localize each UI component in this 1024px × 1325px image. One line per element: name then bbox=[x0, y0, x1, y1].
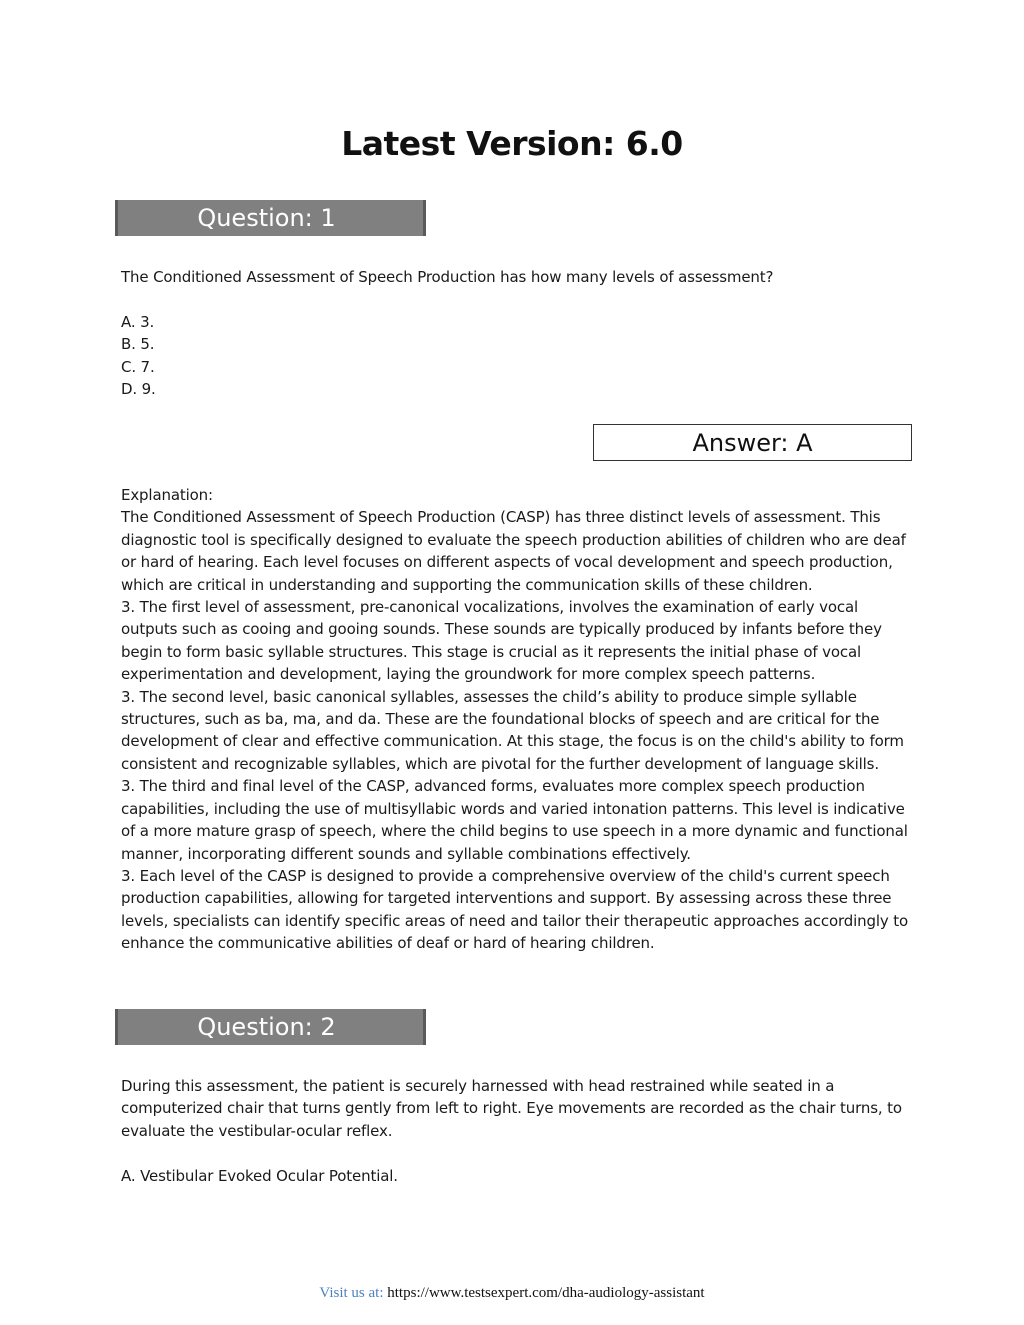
answer-box: Answer: A bbox=[593, 424, 912, 461]
question-2-text bbox=[121, 1075, 911, 1142]
option-a: A. Vestibular Evoked Ocular Potential. bbox=[121, 1167, 398, 1185]
footer-visit-label: Visit us at: bbox=[319, 1285, 384, 1301]
question-2-options bbox=[121, 1165, 911, 1187]
explanation-paragraph-2: 3. The first level of assessment, pre-canonical vocalizations, involves the examination of early vocal outputs such as cooing and gooing sounds. These sounds are typically produced by infants before they begin to form basic syllable structures. This stage is crucial as it represents the initial phase of vocal experimentation and development, laying the groundwork for more complex speech patterns. bbox=[121, 598, 882, 684]
option-a: A. 3. bbox=[121, 313, 155, 331]
question-1-prompt: The Conditioned Assessment of Speech Production has how many levels of assessment? bbox=[121, 268, 774, 286]
explanation-paragraph-5: 3. Each level of the CASP is designed to provide a comprehensive overview of the child's current speech production capabilities, allowing for targeted interventions and support. By assessing across these three levels, specialists can identify specific areas of need and tailor their therapeutic approaches accordingly to enhance the communicative abilities of deaf or hard of hearing children. bbox=[121, 866, 908, 953]
question-1-options bbox=[121, 311, 911, 401]
explanation bbox=[121, 484, 911, 955]
footer-link[interactable]: https://www.testsexpert.com/dha-audiology-assistant bbox=[387, 1285, 705, 1301]
question-1-header-label: Question: 1 bbox=[197, 204, 336, 232]
option-c: C. 7. bbox=[121, 357, 155, 376]
explanation-label: Explanation: bbox=[121, 486, 213, 504]
explanation-paragraph-3: 3. The second level, basic canonical syllables, assesses the child’s ability to produce simple syllable structures, such as ba, ma, and da. These are the foundational blocks of speech and are critical for the development of clear and effective communication. At this stage, the focus is on the child's ability to form consistent and recognizable syllables, which are pivotal for the further development of language skills. bbox=[121, 687, 904, 773]
question-1-header bbox=[115, 200, 426, 236]
question-2-header-label: Question: 2 bbox=[197, 1013, 336, 1041]
question-1-text bbox=[121, 266, 911, 288]
option-b: B. 5. bbox=[121, 335, 155, 354]
page-title: Latest Version: 6.0 bbox=[341, 124, 683, 163]
question-2-header bbox=[115, 1009, 426, 1045]
explanation-paragraph-1: The Conditioned Assessment of Speech Production (CASP) has three distinct levels of assessment. This diagnostic tool is specifically designed to evaluate the speech production abilities of children who are deaf or hard of hearing. Each level focuses on different aspects of vocal development and speech production, which are critical in understanding and supporting the communication skills of these children. bbox=[121, 508, 906, 594]
option-d: D. 9. bbox=[121, 380, 156, 399]
question-2-prompt: During this assessment, the patient is securely harnessed with head restrained while seated in a computerized chair that turns gently from left to right. Eye movements are recorded as the chair turns, to evaluate the vestibular-ocular reflex. bbox=[121, 1077, 902, 1140]
footer bbox=[0, 1285, 1024, 1302]
explanation-paragraph-4: 3. The third and final level of the CASP, advanced forms, evaluates more complex speech production capabilities, including the use of multisyllabic words and varied intonation patterns. This level is indicative of a more mature grasp of speech, where the child begins to use speech in a more dynamic and functional manner, incorporating different sounds and syllable combinations effectively. bbox=[121, 777, 908, 863]
